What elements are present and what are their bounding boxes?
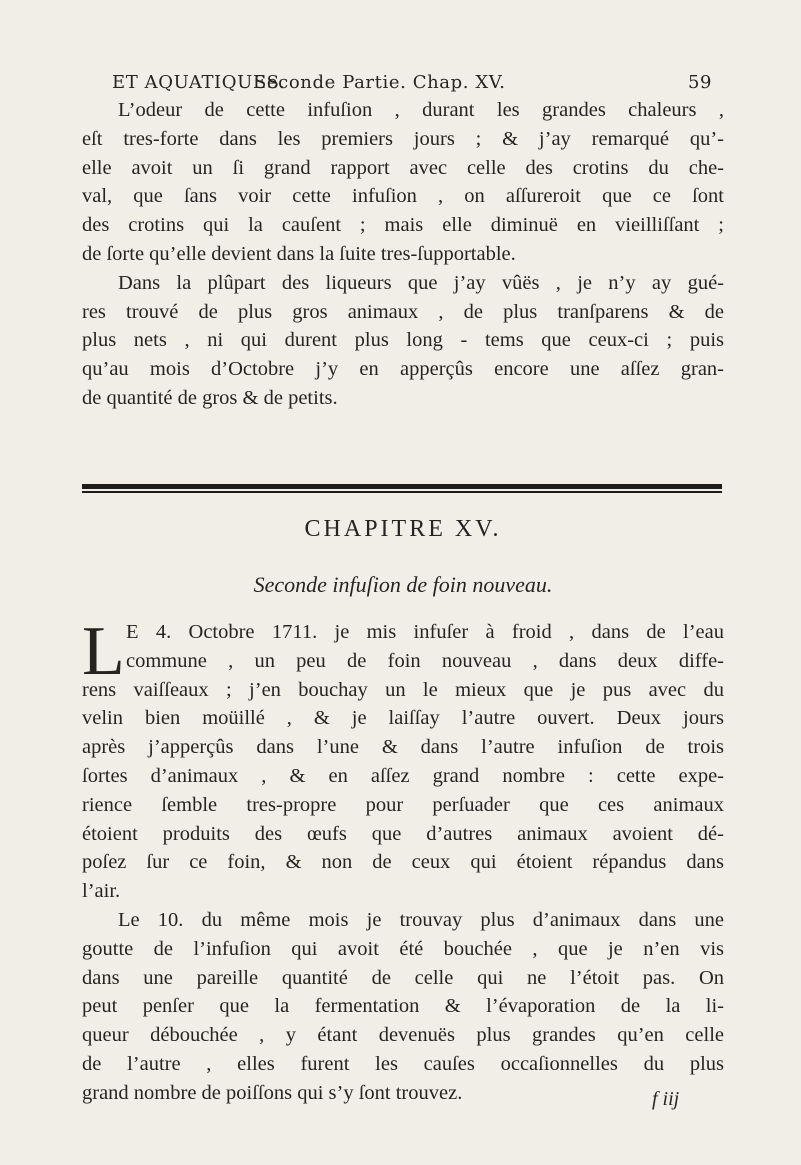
- text-line: queur débouchée , y étant devenuës plus grandes qu’en celle: [82, 1024, 724, 1047]
- text-line: de l’autre , elles furent les cauſes occaſionnelles du plus: [82, 1052, 724, 1075]
- text-line: rens vaiſſeaux ; j’en bouchay un le mieux que je pus avec du: [82, 678, 724, 701]
- text-line: l’air.: [82, 880, 121, 903]
- text-line: qu’au mois d’Octobre j’y en apperçûs encore une aſſez gran-: [82, 358, 724, 381]
- text-line: E 4. Octobre 1711. je mis infuſer à froid , dans de l’eau: [126, 621, 724, 643]
- text-line: Dans la plûpart des liqueurs que j’ay vûës , je n’y ay gué-: [118, 271, 724, 294]
- text-line: L’odeur de cette infuſion , durant les grandes chaleurs ,: [118, 99, 724, 121]
- text-line: peut penſer que la fermentation & l’évaporation de la li-: [82, 995, 724, 1018]
- text-line: dans une pareille quantité de celle qui ne l’étoit pas. On: [82, 966, 724, 989]
- text-line: velin bien moüillé , & je laiſſay l’autre ouvert. Deux jours: [82, 707, 724, 730]
- text-line: elle avoit un ſi grand rapport avec celle des crotins du che-: [82, 156, 724, 179]
- divider-thick-line: [82, 484, 722, 489]
- chapter-divider-rule: [82, 484, 722, 493]
- text-line: eſt tres-forte dans les premiers jours ; & j’ay remarqué qu’-: [82, 127, 724, 150]
- text-line: après j’apperçûs dans l’une & dans l’autre infuſion de trois: [82, 736, 724, 759]
- drop-cap-letter: L: [82, 613, 125, 690]
- text-line: res trouvé de plus gros animaux , de plus tranſparens & de: [82, 300, 724, 323]
- text-line: plus nets , ni qui durent plus long - tems que ceux-ci ; puis: [82, 329, 724, 352]
- text-line: de ſorte qu’elle devient dans la ſuite tres-ſupportable.: [82, 242, 516, 265]
- text-line: goutte de l’infuſion qui avoit été bouchée , que je n’en vis: [82, 937, 724, 960]
- text-line: ſortes d’animaux , & en aſſez grand nombre : cette expe-: [82, 764, 724, 787]
- text-line: des crotins qui la cauſent ; mais elle diminuë en vieilliſſant ;: [82, 214, 724, 237]
- printer-signature-mark: f iij: [652, 1088, 680, 1110]
- text-line: commune , un peu de foin nouveau , dans deux diffe-: [126, 649, 724, 672]
- running-title-left: ET AQUATIQUES.: [112, 72, 286, 93]
- text-line: grand nombre de poiſſons qui s’y ſont trouvez.: [82, 1081, 463, 1104]
- page-number: 59: [688, 72, 713, 93]
- text-line: poſez ſur ce foin, & non de ceux qui étoient répandus dans: [82, 851, 724, 874]
- paragraph-experience: [82, 613, 724, 1108]
- paragraph-odeur: [82, 96, 724, 413]
- chapter-subtitle: Seconde infuſion de foin nouveau.: [253, 572, 553, 597]
- divider-thin-line: [82, 491, 722, 493]
- chapter-heading: CHAPITRE XV.: [304, 516, 502, 542]
- text-line: Le 10. du même mois je trouvay plus d’animaux dans une: [118, 908, 724, 931]
- text-line: étoient produits des œufs que d’autres animaux avoient dé-: [82, 822, 724, 845]
- text-line: rience ſemble tres-propre pour perſuader que ces animaux: [82, 793, 724, 816]
- running-title-section: Seconde Partie. Chap. XV.: [254, 72, 506, 93]
- text-line: de quantité de gros & de petits.: [82, 386, 338, 409]
- text-line: val, que ſans voir cette infuſion , on aſſureroit que ce ſont: [82, 185, 724, 208]
